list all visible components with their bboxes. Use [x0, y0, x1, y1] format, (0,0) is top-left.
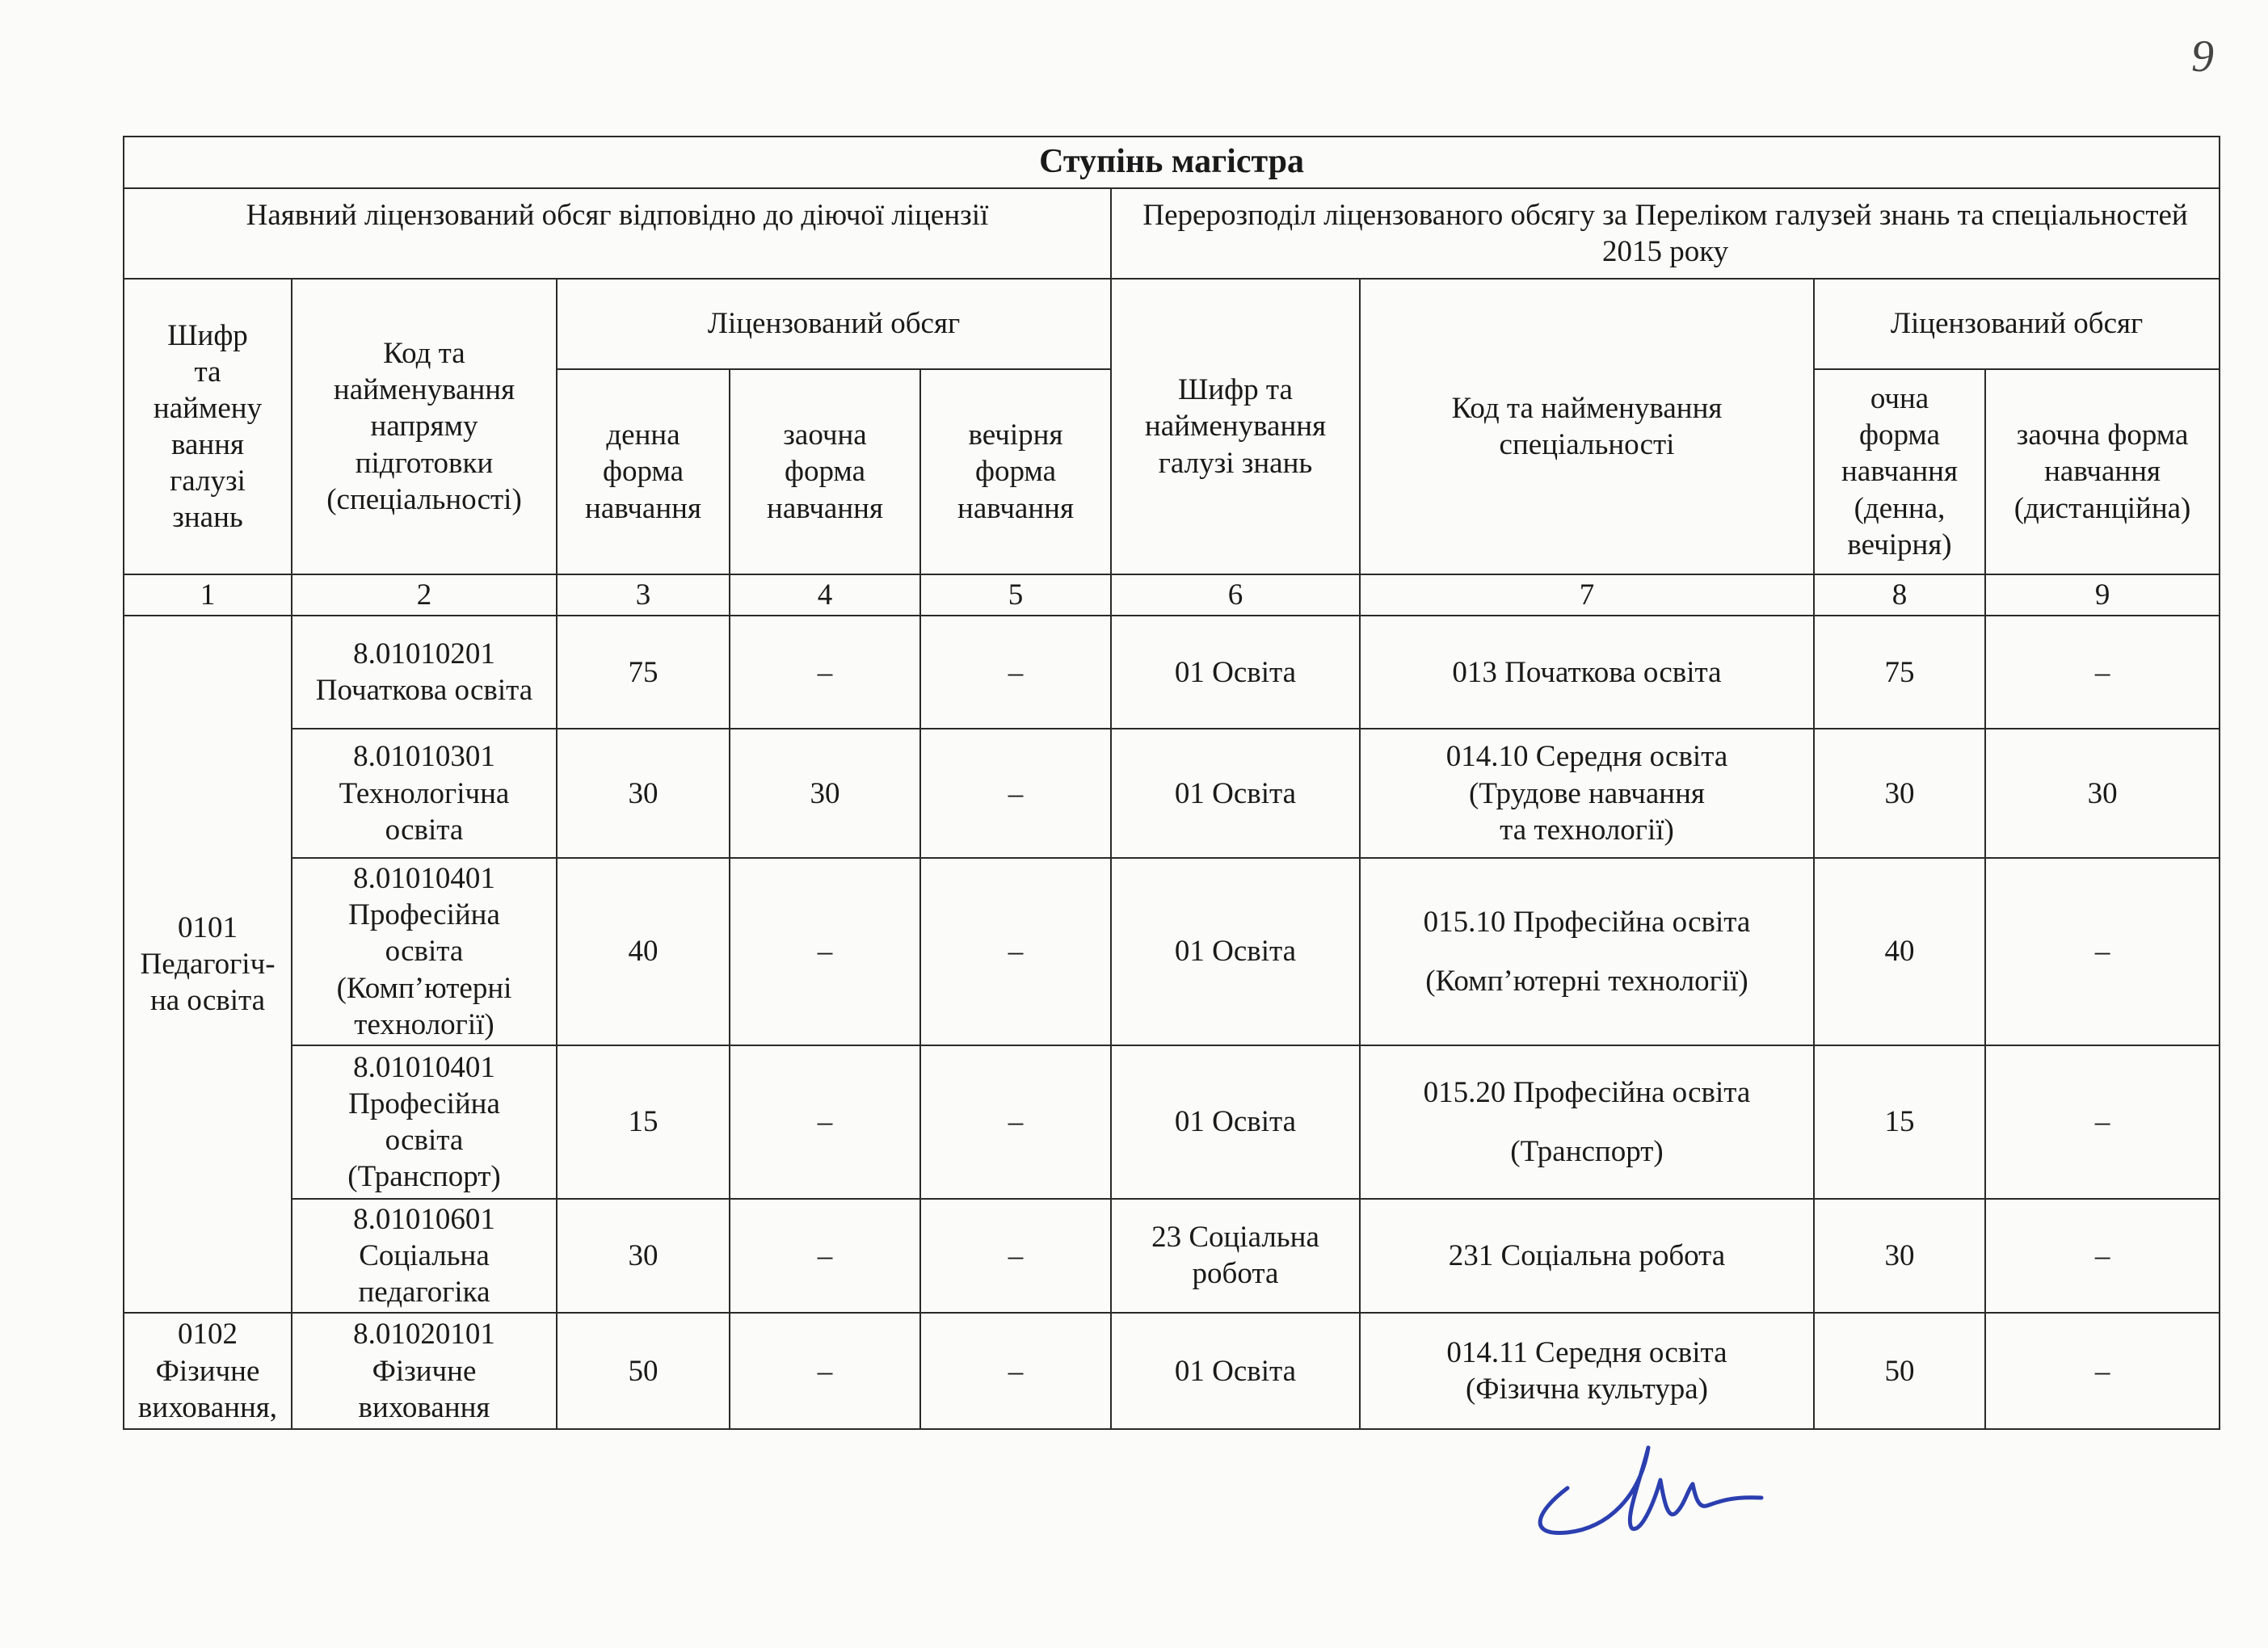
correspondence-cell: –	[730, 616, 920, 729]
correspondence-cell: –	[730, 1199, 920, 1313]
column-number: 7	[1360, 574, 1814, 616]
full-time-cell: 40	[1814, 858, 1985, 1045]
direction-cell: 8.01010201 Початкова освіта	[292, 616, 557, 729]
field-group-cell: 0101 Педагогіч- на освіта	[124, 616, 292, 1313]
field-group-cell: 0102 Фізичне виховання,	[124, 1313, 292, 1429]
full-time-cell: 30	[1814, 1199, 1985, 1313]
full-time-cell: 75	[1814, 616, 1985, 729]
evening-cell: –	[920, 1199, 1111, 1313]
specialty-subtitle: (Комп’ютерні технології)	[1425, 964, 1748, 998]
specialty-name: 014.11 Середня освіта (Фізична культура)	[1446, 1336, 1727, 1406]
evening-cell: –	[920, 729, 1111, 858]
direction-cell: 8.01020101 Фізичне виховання	[292, 1313, 557, 1429]
new-field-cell: 01 Освіта	[1111, 1045, 1360, 1199]
new-field-cell: 01 Освіта	[1111, 729, 1360, 858]
evening-cell: –	[920, 1045, 1111, 1199]
signature-icon	[1519, 1431, 1778, 1553]
column-number: 5	[920, 574, 1111, 616]
header-licensed-volume-left: Ліцензований обсяг	[557, 279, 1111, 369]
header-evening-form: вечірня форма навчання	[920, 369, 1111, 574]
distance-cell: –	[1985, 1199, 2220, 1313]
day-cell: 75	[557, 616, 730, 729]
header-full-time-form: очна форма навчання (денна, вечірня)	[1814, 369, 1985, 574]
evening-cell: –	[920, 1313, 1111, 1429]
specialty-cell	[1360, 858, 1814, 1045]
table-row	[124, 1045, 2220, 1199]
new-field-cell: 23 Соціальна робота	[1111, 1199, 1360, 1313]
table-title: Ступінь магістра	[124, 137, 2220, 188]
column-number: 2	[292, 574, 557, 616]
direction-cell: 8.01010401 Професійна освіта (Комп’ютерні технології)	[292, 858, 557, 1045]
column-number: 6	[1111, 574, 1360, 616]
day-cell: 40	[557, 858, 730, 1045]
specialty-name: 014.10 Середня освіта (Трудове навчання та технології)	[1445, 740, 1728, 847]
correspondence-cell: –	[730, 1313, 920, 1429]
specialty-subtitle: (Транспорт)	[1510, 1134, 1664, 1168]
header-specialty-code: Код та найменування спеціальності	[1360, 279, 1814, 574]
distance-cell: 30	[1985, 729, 2220, 858]
specialty-cell	[1360, 616, 1814, 729]
direction-cell: 8.01010401 Професійна освіта (Транспорт)	[292, 1045, 557, 1199]
header-correspondence-form: заочна форма навчання	[730, 369, 920, 574]
signature-stroke	[1540, 1448, 1761, 1533]
specialty-cell	[1360, 1045, 1814, 1199]
column-number: 1	[124, 574, 292, 616]
day-cell: 50	[557, 1313, 730, 1429]
column-number: 4	[730, 574, 920, 616]
new-field-cell: 01 Освіта	[1111, 1313, 1360, 1429]
header-field-code-new: Шифр та найменування галузі знань	[1111, 279, 1360, 574]
direction-cell: 8.01010601 Соціальна педагогіка	[292, 1199, 557, 1313]
correspondence-cell: 30	[730, 729, 920, 858]
license-table	[123, 136, 2220, 1430]
evening-cell: –	[920, 616, 1111, 729]
header-distance-form: заочна форма навчання (дистанційна)	[1985, 369, 2220, 574]
distance-cell: –	[1985, 858, 2220, 1045]
table-row	[124, 1199, 2220, 1313]
table-row	[124, 616, 2220, 729]
evening-cell: –	[920, 858, 1111, 1045]
page-number: 9	[2191, 32, 2214, 82]
right-section-header: Перерозподіл ліцензованого обсягу за Переліком галузей знань та спеціальностей 2015 року	[1111, 188, 2220, 279]
column-number: 8	[1814, 574, 1985, 616]
distance-cell: –	[1985, 1313, 2220, 1429]
table-row	[124, 1313, 2220, 1429]
header-day-form: денна форма навчання	[557, 369, 730, 574]
column-number: 3	[557, 574, 730, 616]
left-section-header: Наявний ліцензований обсяг відповідно до діючої ліцензії	[124, 188, 1111, 279]
specialty-name: 231 Соціальна робота	[1448, 1238, 1726, 1272]
specialty-cell	[1360, 729, 1814, 858]
table-row	[124, 858, 2220, 1045]
specialty-name: 015.10 Професійна освіта	[1423, 905, 1751, 939]
new-field-cell: 01 Освіта	[1111, 616, 1360, 729]
full-time-cell: 30	[1814, 729, 1985, 858]
specialty-cell	[1360, 1313, 1814, 1429]
distance-cell: –	[1985, 616, 2220, 729]
day-cell: 30	[557, 1199, 730, 1313]
full-time-cell: 15	[1814, 1045, 1985, 1199]
correspondence-cell: –	[730, 858, 920, 1045]
table-row	[124, 729, 2220, 858]
specialty-name: 013 Початкова освіта	[1452, 655, 1722, 689]
full-time-cell: 50	[1814, 1313, 1985, 1429]
specialty-name: 015.20 Професійна освіта	[1423, 1075, 1751, 1109]
specialty-cell	[1360, 1199, 1814, 1313]
header-licensed-volume-right: Ліцензований обсяг	[1814, 279, 2220, 369]
distance-cell: –	[1985, 1045, 2220, 1199]
day-cell: 15	[557, 1045, 730, 1199]
correspondence-cell: –	[730, 1045, 920, 1199]
day-cell: 30	[557, 729, 730, 858]
direction-cell: 8.01010301 Технологічна освіта	[292, 729, 557, 858]
header-field-code-old: Шифр та наймену вання галузі знань	[124, 279, 292, 574]
new-field-cell: 01 Освіта	[1111, 858, 1360, 1045]
header-direction-code: Код та найменування напряму підготовки (спеціальності)	[292, 279, 557, 574]
column-number: 9	[1985, 574, 2220, 616]
